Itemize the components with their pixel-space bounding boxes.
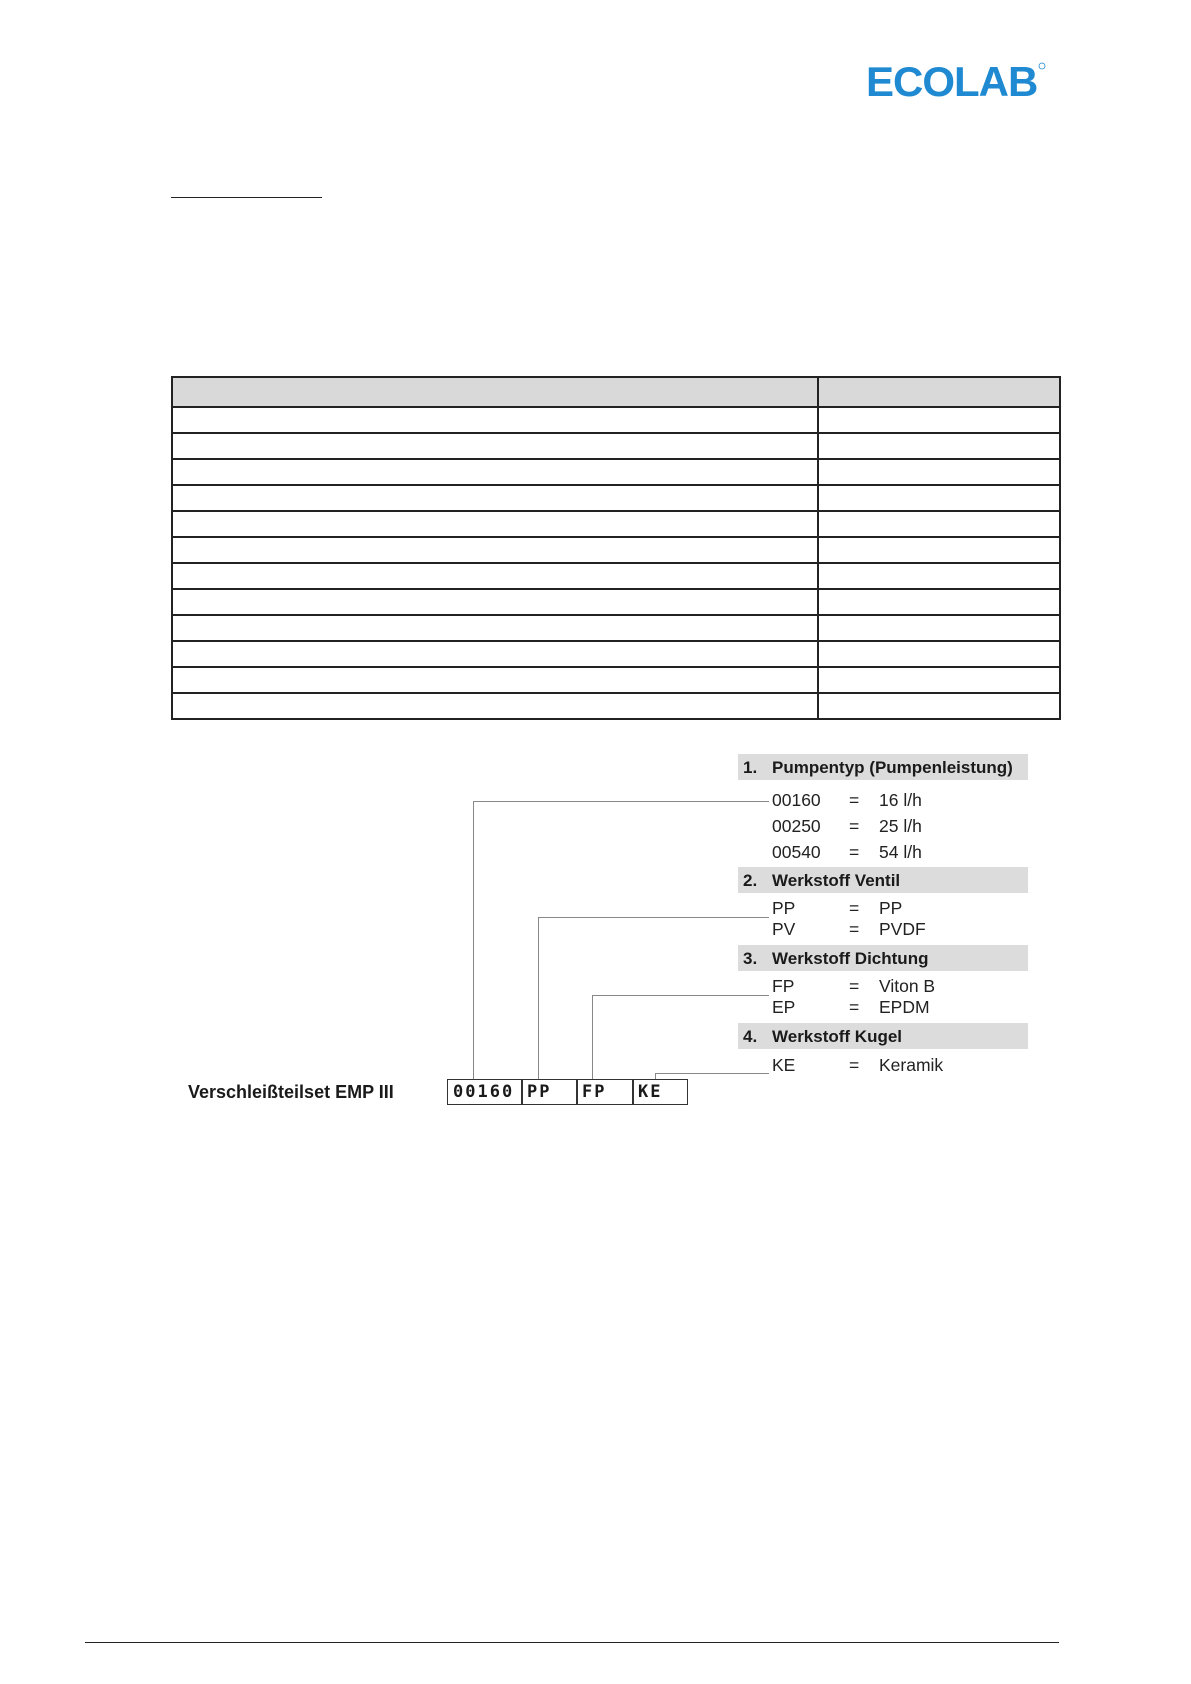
- code-box-seal-material: FP: [576, 1079, 634, 1105]
- table-row: [172, 407, 1060, 433]
- option-equals: =: [849, 1055, 860, 1075]
- option-code: PP: [772, 898, 796, 918]
- parts-table: [171, 376, 1061, 720]
- option-value: Viton B: [879, 976, 936, 996]
- connector-line: [592, 995, 593, 1080]
- table-row: [172, 667, 1060, 693]
- option-code: PV: [772, 919, 796, 939]
- table-row: [172, 485, 1060, 511]
- order-code-diagram: [171, 754, 1059, 1114]
- option-equals: =: [849, 790, 860, 810]
- option-equals: =: [849, 997, 860, 1017]
- option-equals: =: [849, 898, 860, 918]
- table-row: [172, 589, 1060, 615]
- option-code: KE: [772, 1055, 796, 1075]
- order-code-label: Verschleißteilset EMP III: [188, 1082, 394, 1102]
- connector-line: [473, 801, 474, 1080]
- option-equals: =: [849, 842, 860, 862]
- connector-line: [655, 1073, 769, 1074]
- option-value: PVDF: [879, 919, 926, 939]
- section-number: 4.: [743, 1027, 758, 1046]
- option-code: 00160: [772, 790, 821, 810]
- section-title: Werkstoff Dichtung: [772, 949, 929, 968]
- table-row: [172, 693, 1060, 719]
- section-title: Werkstoff Kugel: [772, 1027, 903, 1046]
- ecolab-logo: [866, 60, 1046, 102]
- option-value: 25 l/h: [879, 816, 922, 836]
- option-value: PP: [879, 898, 903, 918]
- connector-line: [592, 995, 769, 996]
- table-row: [172, 537, 1060, 563]
- registered-mark-icon: [1039, 63, 1045, 69]
- section-number: 2.: [743, 871, 758, 890]
- option-code: EP: [772, 997, 796, 1017]
- section-title: Pumpentyp (Pumpenleistung): [772, 758, 1013, 777]
- option-value: 16 l/h: [879, 790, 922, 810]
- table-row: [172, 511, 1060, 537]
- table-row: [172, 563, 1060, 589]
- option-value: 54 l/h: [879, 842, 922, 862]
- table-row: [172, 459, 1060, 485]
- option-equals: =: [849, 919, 860, 939]
- table-row: [172, 641, 1060, 667]
- ecolab-logo-wordmark: ECOLAB: [866, 60, 1038, 102]
- option-code: FP: [772, 976, 795, 996]
- table-row: [172, 615, 1060, 641]
- table-header-row: [172, 377, 1060, 407]
- option-equals: =: [849, 816, 860, 836]
- option-equals: =: [849, 976, 860, 996]
- connector-line: [473, 801, 769, 802]
- table-header-cell: [818, 377, 1060, 407]
- section-title: Werkstoff Ventil: [772, 871, 901, 890]
- code-box-valve-material: PP: [521, 1079, 578, 1105]
- option-value: Keramik: [879, 1055, 944, 1075]
- table-row: [172, 433, 1060, 459]
- footer-rule: [85, 1642, 1059, 1643]
- code-box-ball-material: KE: [632, 1079, 688, 1105]
- heading-underline: [171, 197, 322, 198]
- connector-line: [538, 917, 539, 1080]
- option-value: EPDM: [879, 997, 930, 1017]
- section-number: 1.: [743, 758, 758, 777]
- section-number: 3.: [743, 949, 758, 968]
- table-header-cell: [172, 377, 818, 407]
- option-code: 00540: [772, 842, 821, 862]
- connector-line: [538, 917, 769, 918]
- option-code: 00250: [772, 816, 821, 836]
- code-box-pump-type: 00160: [447, 1079, 523, 1105]
